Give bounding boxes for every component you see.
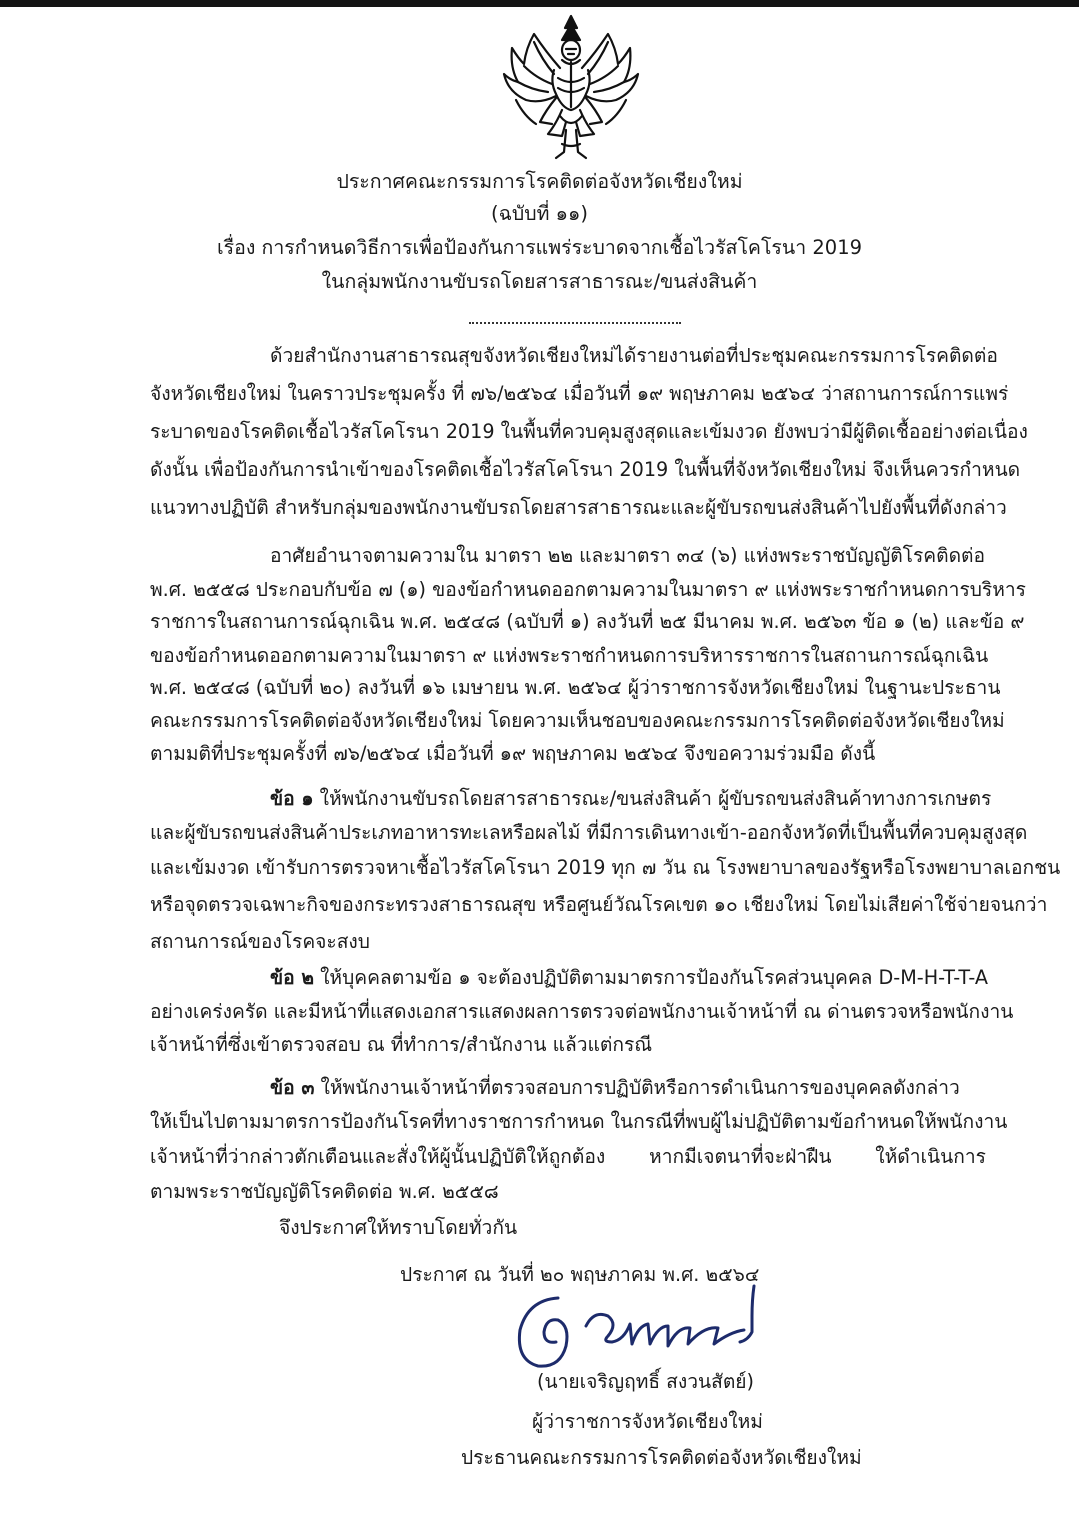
para2-line: ตามมติที่ประชุมครั้งที่ ๗๖/๒๕๖๔ เมื่อวันที่ ๑๙ พฤษภาคม ๒๕๖๔ จึงขอความร่วมมือ ดังนี้ (150, 742, 876, 765)
clause2-line: อย่างเคร่งครัด และมีหน้าที่แสดงเอกสารแสดงผลการตรวจต่อพนักงานเจ้าหน้าที่ ณ ด่านตรวจหรือพนักงาน (150, 1000, 1014, 1023)
doc-subject: เรื่อง การกำหนดวิธีการเพื่อป้องกันการแพร่ระบาดจากเชื้อไวรัสโคโรนา 2019 (216, 236, 863, 259)
clause1-first-line (270, 784, 992, 814)
clause2-text: ให้บุคคลตามข้อ ๑ จะต้องปฏิบัติตามมาตรการป้องกันโรคส่วนบุคคล D-M-H-T-T-A (313, 966, 988, 989)
para2-line: ราชการในสถานการณ์ฉุกเฉิน พ.ศ. ๒๕๔๘ (ฉบับที่ ๑) ลงวันที่ ๒๕ มีนาคม พ.ศ. ๒๕๖๓ ข้อ ๑ (๒) และข้อ ๙ (150, 610, 1025, 633)
para1-line: จังหวัดเชียงใหม่ ในคราวประชุมครั้ง ที่ ๗๖/๒๕๖๔ เมื่อวันที่ ๑๙ พฤษภาคม ๒๕๖๔ ว่าสถานการณ์การแพร่ (150, 382, 1009, 405)
para1-line: แนวทางปฏิบัติ สำหรับกลุ่มของพนักงานขับรถโดยสารสาธารณะและผู้ขับรถขนส่งสินค้าไปยังพื้นที่ดังกล่าว (150, 496, 1007, 519)
signer-title: ผู้ว่าราชการจังหวัดเชียงใหม่ (532, 1410, 763, 1433)
clause1-text: ให้พนักงานขับรถโดยสารสาธารณะ/ขนส่งสินค้า ผู้ขับรถขนส่งสินค้าทางการเกษตร (313, 787, 992, 810)
para2-line: ของข้อกำหนดออกตามความในมาตรา ๙ แห่งพระราชกำหนดการบริหารราชการในสถานการณ์ฉุกเฉิน (150, 644, 989, 667)
garuda-emblem-icon (496, 12, 646, 162)
para1-line: ระบาดของโรคติดเชื้อไวรัสโคโรนา 2019 ในพื้นที่ควบคุมสูงสุดและเข้มงวด ยังพบว่ามีผู้ติดเชื้ออย่างต่อเนื่อง (150, 420, 1028, 443)
doc-title: ประกาศคณะกรรมการโรคติดต่อจังหวัดเชียงใหม่ (336, 170, 743, 193)
para2-line: พ.ศ. ๒๕๕๘ ประกอบกับข้อ ๗ (๑) ของข้อกำหนดออกตามความในมาตรา ๙ แห่งพระราชกำหนดการบริหาร (150, 578, 1026, 601)
signer-name: (นายเจริญฤทธิ์ สงวนสัตย์) (537, 1370, 755, 1393)
clause3-line: ตามพระราชบัญญัติโรคติดต่อ พ.ศ. ๒๕๕๘ (150, 1180, 499, 1203)
para1-line: ดังนั้น เพื่อป้องกันการนำเข้าของโรคติดเชื้อไวรัสโคโรนา 2019 ในพื้นที่จังหวัดเชียงใหม่ จึงเห็นควรกำหนด (150, 458, 1021, 481)
clause1-line: และเข้มงวด เข้ารับการตรวจหาเชื้อไวรัสโคโรนา 2019 ทุก ๗ วัน ณ โรงพยาบาลของรัฐหรือโรงพยาบาลเอกชน (150, 856, 1061, 879)
clause3-first-line (270, 1073, 986, 1103)
para1-line: ด้วยสำนักงานสาธารณสุขจังหวัดเชียงใหม่ได้รายงานต่อที่ประชุมคณะกรรมการโรคติดต่อ (270, 344, 998, 367)
clause2-line: เจ้าหน้าที่ซึ่งเข้าตรวจสอบ ณ ที่ทำการ/สำนักงาน แล้วแต่กรณี (150, 1033, 653, 1056)
para2-line: อาศัยอำนาจตามความใน มาตรา ๒๒ และมาตรา ๓๔ (๖) แห่งพระราชบัญญัติโรคติดต่อ (270, 544, 986, 567)
closing-text: จึงประกาศให้ทราบโดยทั่วกัน (279, 1216, 518, 1239)
clause3-line: เจ้าหน้าที่ว่ากล่าวตักเตือนและสั่งให้ผู้นั้นปฏิบัติให้ถูกต้อง หากมีเจตนาที่จะฝ่าฝืน ให้ดำเนินการ (150, 1145, 986, 1168)
announcement-date: ประกาศ ณ วันที่ ๒๐ พฤษภาคม พ.ศ. ๒๕๖๔ (400, 1263, 760, 1286)
doc-subject-group: ในกลุ่มพนักงานขับรถโดยสารสาธารณะ/ขนส่งสินค้า (321, 270, 758, 293)
doc-issue-number: (ฉบับที่ ๑๑) (490, 202, 589, 225)
clause1-label: ข้อ ๑ (270, 787, 314, 810)
clause2-first-line (270, 963, 986, 993)
clause2-label: ข้อ ๒ (270, 966, 314, 989)
para2-line: คณะกรรมการโรคติดต่อจังหวัดเชียงใหม่ โดยความเห็นชอบของคณะกรรมการโรคติดต่อจังหวัดเชียงใหม่ (150, 709, 1005, 732)
clause3-text: ให้พนักงานเจ้าหน้าที่ตรวจสอบการปฏิบัติหรือการดำเนินการของบุคคลดังกล่าว (314, 1076, 960, 1099)
clause3-label: ข้อ ๓ (270, 1076, 315, 1099)
para2-line: พ.ศ. ๒๕๔๘ (ฉบับที่ ๒๐) ลงวันที่ ๑๖ เมษายน พ.ศ. ๒๕๖๔ ผู้ว่าราชการจังหวัดเชียงใหม่ ในฐานะประธาน (150, 676, 1001, 699)
signer-role: ประธานคณะกรรมการโรคติดต่อจังหวัดเชียงใหม่ (461, 1446, 862, 1469)
separator (469, 322, 681, 324)
clause1-line: หรือจุดตรวจเฉพาะกิจของกระทรวงสาธารณสุข หรือศูนย์วัณโรคเขต ๑๐ เชียงใหม่ โดยไม่เสียค่าใช้จ่ายจนกว่า (150, 893, 1048, 916)
clause1-line: และผู้ขับรถขนส่งสินค้าประเภทอาหารทะเลหรือผลไม้ ที่มีการเดินทางเข้า-ออกจังหวัดที่เป็นพื้นที่ควบคุมสูงสุด (150, 821, 1028, 844)
clause1-line: สถานการณ์ของโรคจะสงบ (150, 930, 370, 953)
clause3-line: ให้เป็นไปตามมาตรการป้องกันโรคที่ทางราชการกำหนด ในกรณีที่พบผู้ไม่ปฏิบัติตามข้อกำหนดให้พนักงาน (150, 1110, 1008, 1133)
